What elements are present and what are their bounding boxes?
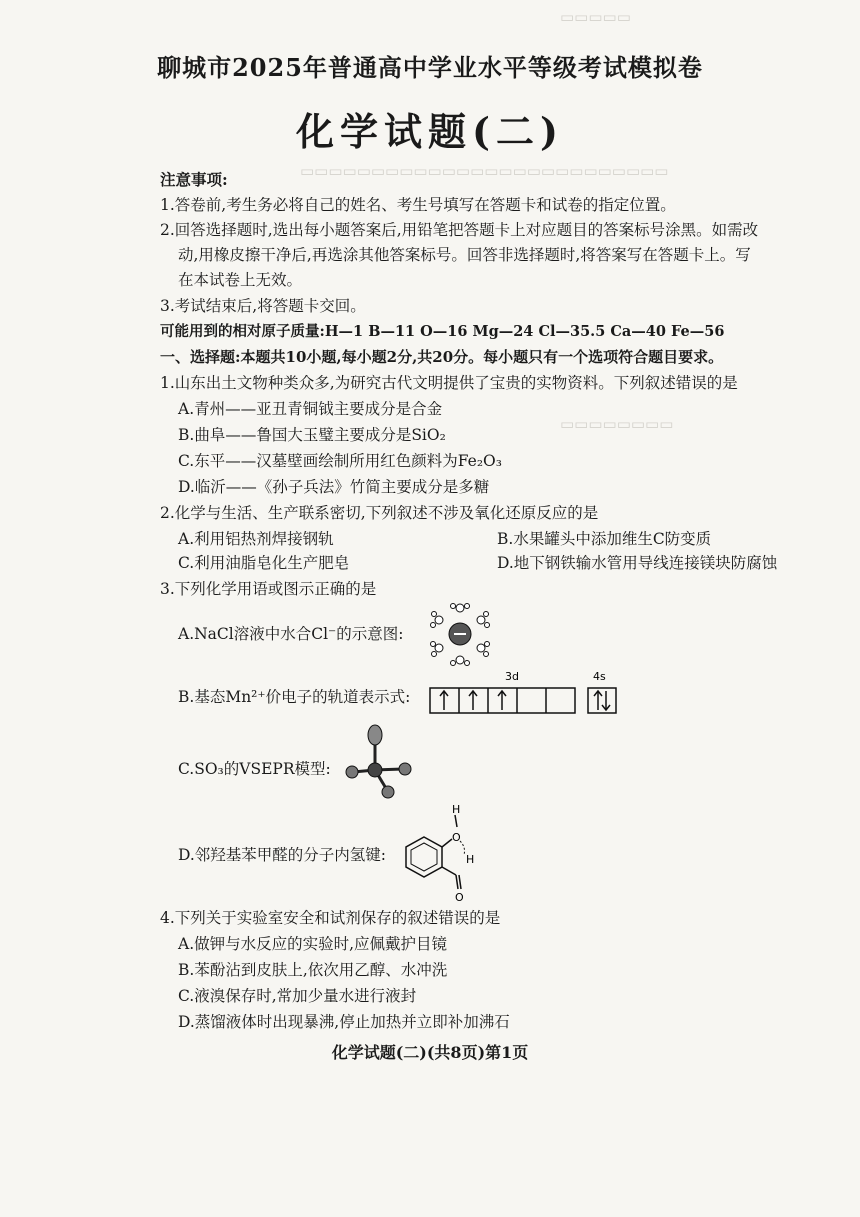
notice-item: 在本试卷上无效。 [178,271,303,289]
atom-h: H [452,805,461,816]
question-4-option-b: B.苯酚沾到皮肤上,依次用乙醇、水冲洗 [178,961,448,979]
question-2-stem: 2.化学与生活、生产联系密切,下列叙述不涉及氧化还原反应的是 [160,504,599,522]
question-1-stem: 1.山东出土文物种类众多,为研究古代文明提供了宝贵的实物资料。下列叙述错误的是 [160,374,738,392]
question-3-option-c: C.SO₃的VSEPR模型: [178,760,331,778]
so3-vsepr-model [340,722,425,802]
oxygen-atom [382,786,394,798]
oxygen-atom [346,766,358,778]
bleed-through-text: ▭▭▭▭▭ [560,8,631,26]
page-footer: 化学试题(二)(共8页)第1页 [331,1043,529,1062]
question-2-option-d: D.地下钢铁输水管用导线连接镁块防腐蚀 [497,554,778,572]
question-2-option-a: A.利用铝热剂焊接钢轨 [178,530,334,548]
atom-o: O [452,831,461,844]
question-4-stem: 4.下列关于实验室安全和试剂保存的叙述错误的是 [160,909,501,927]
question-1-option-b: B.曲阜——鲁国大玉璧主要成分是SiO₂ [178,426,446,444]
orbital-diagram [425,668,625,720]
question-4-option-a: A.做钾与水反应的实验时,应佩戴护目镜 [178,935,448,953]
label-4s: 4s [593,670,606,683]
question-2-option-c: C.利用油脂皂化生产肥皂 [178,554,350,572]
notice-heading: 注意事项: [160,170,228,189]
question-4-option-c: C.液溴保存时,常加少量水进行液封 [178,987,417,1005]
atomic-masses: 可能用到的相对原子质量:H—1 B—11 O—16 Mg—24 Cl—35.5 Ca—40 Fe—56 [160,323,725,340]
notice-item: 3.考试结束后,将答题卡交回。 [160,297,366,315]
oxygen-atom [399,763,411,775]
sulfur-atom [368,763,382,777]
question-1-option-c: C.东平——汉墓壁画绘制所用红色颜料为Fe₂O₃ [178,452,502,470]
salicylaldehyde-structure [400,805,490,905]
exam-subtitle: 化学试题(二) [296,109,564,154]
question-1-option-d: D.临沂——《孙子兵法》竹简主要成分是多糖 [178,478,490,496]
question-3-stem: 3.下列化学用语或图示正确的是 [160,580,377,598]
exam-title: 聊城市2025年普通高中学业水平等级考试模拟卷 [157,53,703,82]
question-3-option-b: B.基态Mn²⁺价电子的轨道表示式: [178,688,411,706]
question-3-option-d: D.邻羟基苯甲醛的分子内氢键: [178,846,387,864]
hydrated-chloride-diagram [425,600,495,668]
question-2-option-b: B.水果罐头中添加维生C防变质 [497,530,712,548]
label-3d: 3d [505,670,519,683]
bleed-through-text: ▭▭▭▭▭▭▭▭▭▭▭▭▭▭▭▭▭▭▭▭▭▭▭▭▭▭ [300,162,669,180]
question-4-option-d: D.蒸馏液体时出现暴沸,停止加热并立即补加沸石 [178,1013,510,1031]
electron-arrows [440,691,610,710]
bleed-through-text: ▭▭▭▭▭▭▭▭ [560,415,674,433]
question-1-option-a: A.青州——亚丑青铜钺主要成分是合金 [178,400,443,418]
atom-h: H [466,853,475,866]
lone-pair-lobe [368,725,382,745]
section-heading: 一、选择题:本题共10小题,每小题2分,共20分。每小题只有一个选项符合题目要求。 [160,348,724,366]
question-3-option-a: A.NaCl溶液中水合Cl⁻的示意图: [178,625,404,643]
notice-item: 动,用橡皮擦干净后,再选涂其他答案标号。回答非选择题时,将答案写在答题卡上。写 [178,246,751,264]
notice-item: 2.回答选择题时,选出每小题答案后,用铅笔把答题卡上对应题目的答案标号涂黑。如需改 [160,221,759,239]
notice-item: 1.答卷前,考生务必将自己的姓名、考生号填写在答题卡和试卷的指定位置。 [160,196,676,214]
atom-o: O [455,891,464,904]
